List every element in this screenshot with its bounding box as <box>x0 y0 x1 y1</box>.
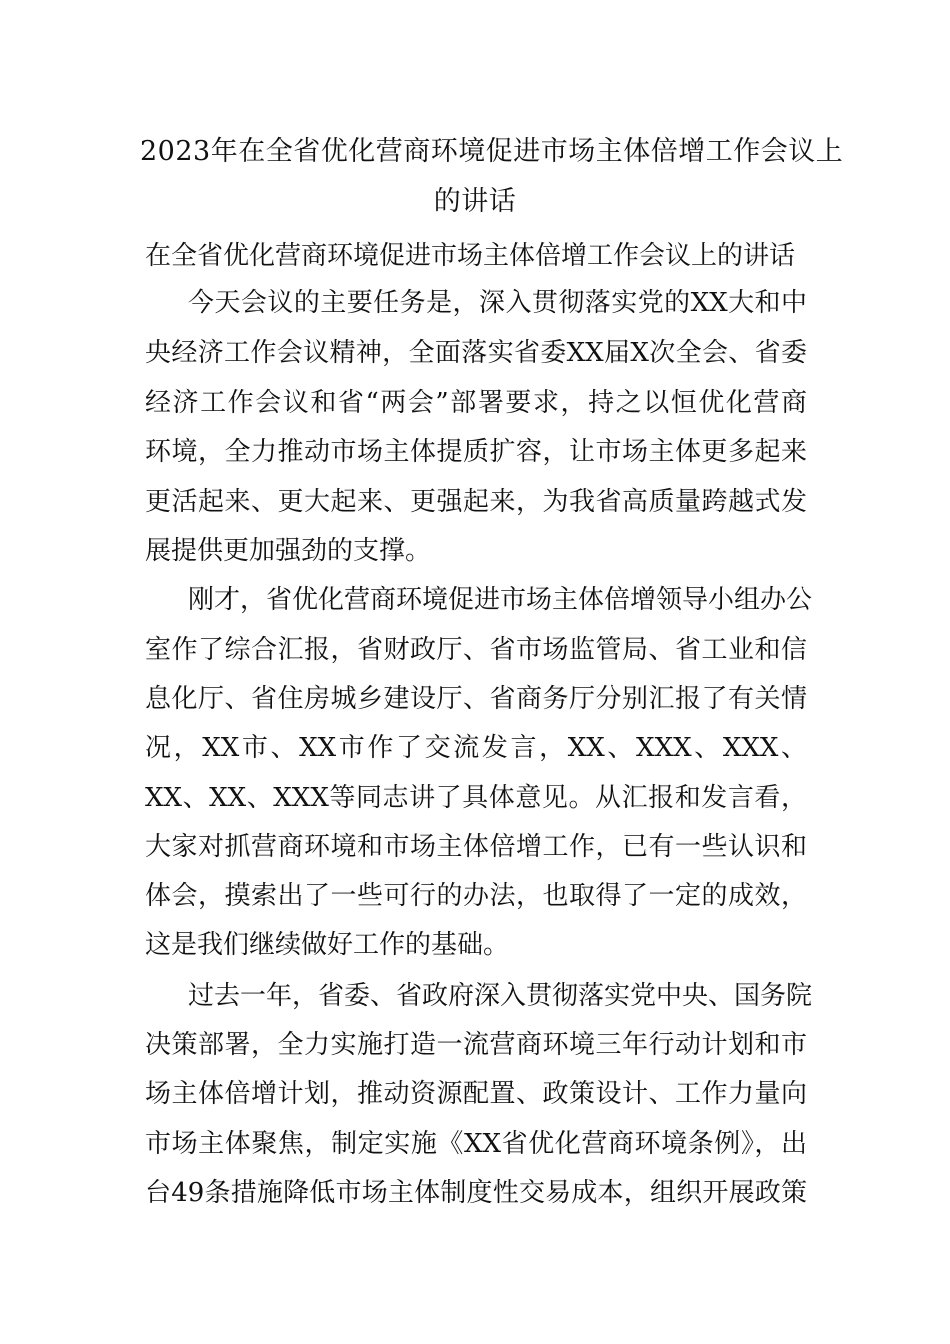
paragraph-3-line-2: 决策部署，全力实施打造一流营商环境三年行动计划和市 <box>145 1030 807 1060</box>
paragraph-3-line-4: 市场主体聚焦，制定实施《XX省优化营商环境条例》，出 <box>145 1129 807 1159</box>
paragraph-2-line-8: 这是我们继续做好工作的基础。 <box>145 930 510 960</box>
paragraph-2-line-2: 室作了综合汇报，省财政厅、省市场监管局、省工业和信 <box>145 635 807 665</box>
paragraph-1-line-2: 央经济工作会议精神，全面落实省委XX届X次全会、省委 <box>145 338 807 368</box>
paragraph-3-line-1: 过去一年，省委、省政府深入贯彻落实党中央、国务院 <box>188 981 813 1011</box>
paragraph-1-line-4: 环境，全力推动市场主体提质扩容，让市场主体更多起来 <box>145 437 807 467</box>
paragraph-1-line-5: 更活起来、更大起来、更强起来，为我省高质量跨越式发 <box>145 487 807 517</box>
paragraph-1-line-1: 今天会议的主要任务是，深入贯彻落实党的XX大和中 <box>188 288 807 318</box>
document-title-line-2: 的讲话 <box>433 186 517 217</box>
paragraph-2-line-3: 息化厅、省住房城乡建设厅、省商务厅分别汇报了有关情 <box>145 684 807 714</box>
paragraph-3-line-5: 台49条措施降低市场主体制度性交易成本，组织开展政策 <box>145 1178 807 1208</box>
paragraph-1-line-3: 经济工作会议和省“两会”部署要求，持之以恒优化营商 <box>145 388 807 418</box>
document-subtitle: 在全省优化营商环境促进市场主体倍增工作会议上的讲话 <box>145 241 796 271</box>
paragraph-2-line-5: XX、XX、XXX等同志讲了具体意见。从汇报和发言看， <box>145 783 807 813</box>
paragraph-3-line-3: 场主体倍增计划，推动资源配置、政策设计、工作力量向 <box>145 1079 807 1109</box>
paragraph-2-line-4: 况，XX市、XX市作了交流发言，XX、XXX、XXX、 <box>145 733 807 763</box>
document-title-line-1: 2023年在全省优化营商环境促进市场主体倍增工作会议上 <box>140 136 844 167</box>
paragraph-1-line-6: 展提供更加强劲的支撑。 <box>145 536 432 566</box>
paragraph-2-line-6: 大家对抓营商环境和市场主体倍增工作，已有一些认识和 <box>145 832 807 862</box>
paragraph-2-line-7: 体会，摸索出了一些可行的办法，也取得了一定的成效， <box>145 881 807 911</box>
paragraph-2-line-1: 刚才，省优化营商环境促进市场主体倍增领导小组办公 <box>188 585 813 615</box>
